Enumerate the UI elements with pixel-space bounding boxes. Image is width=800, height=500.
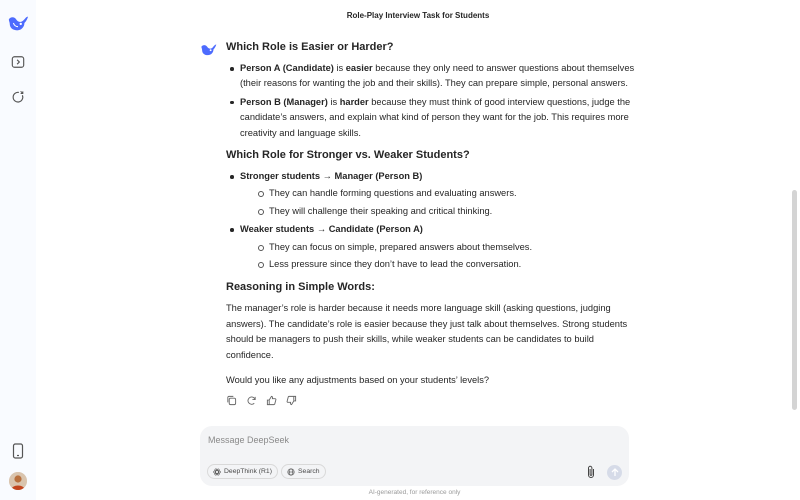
bold-text: Weaker students → Candidate (Person A) [240, 224, 423, 235]
mobile-app-icon[interactable] [8, 441, 28, 461]
message-input[interactable] [208, 433, 588, 447]
bullet-list [226, 61, 636, 141]
copy-icon[interactable] [226, 395, 237, 406]
list-item [226, 61, 636, 92]
open-sidebar-icon[interactable] [8, 52, 28, 72]
bold-text: Person A (Candidate) [240, 63, 334, 73]
sub-list [240, 240, 636, 273]
thumbs-up-icon[interactable] [266, 395, 277, 406]
regenerate-icon[interactable] [246, 395, 257, 406]
disclaimer: AI-generated, for reference only [368, 489, 461, 496]
bold-text: easier [345, 63, 373, 73]
assistant-logo-icon [200, 41, 217, 58]
deepthink-toggle[interactable] [207, 464, 278, 479]
list-item [226, 169, 636, 219]
attach-icon[interactable] [585, 465, 597, 479]
section-heading: Which Role is Easier or Harder? [226, 41, 394, 53]
search-label: Search [298, 468, 320, 475]
bold-text: Person B (Manager) [240, 96, 328, 107]
message-actions [226, 395, 297, 409]
text: is [333, 63, 346, 73]
text: because they only need to answer questions about themselves (their reasons for wanting the job and their skills). They can prepare simple, personal answers. [240, 63, 635, 89]
arrow-up-icon [611, 468, 619, 477]
paragraph: The manager’s role is harder because it needs more language skill (asking questions, judging answers). The candidate’s role is easier because they just talk about themselves. Strong students should be managers to push their skills, while weaker students can be candidates to build confidence. [226, 303, 628, 360]
section-heading: Which Role for Stronger vs. Weaker Students? [226, 149, 470, 162]
list-item: Less pressure since they don’t have to lead the conversation. [240, 257, 636, 272]
text: because they must think of good interview questions, judge the candidate’s answers, and explain what kind of person they want for the job. This requires more creativity and language skills. [240, 96, 631, 138]
sub-list [240, 186, 636, 219]
assistant-message [226, 39, 636, 389]
atom-icon [213, 468, 221, 476]
list-item: They can handle forming questions and evaluating answers. [240, 186, 636, 201]
send-button[interactable] [607, 465, 622, 480]
deepthink-label: DeepThink (R1) [224, 468, 272, 475]
list-item: They can focus on simple, prepared answers about themselves. [240, 240, 636, 255]
section-heading: Reasoning in Simple Words: [226, 281, 375, 294]
bullet-list [226, 169, 636, 272]
chat-title: Role-Play Interview Task for Students [346, 11, 490, 20]
list-item [226, 95, 636, 141]
thumbs-down-icon[interactable] [286, 395, 297, 406]
bold-text: harder [339, 96, 369, 107]
user-avatar[interactable] [9, 472, 27, 490]
bold-text: Stronger students → Manager (Person B) [240, 171, 423, 182]
sidebar [0, 0, 36, 500]
text: is [327, 96, 340, 107]
list-item: They will challenge their speaking and critical thinking. [240, 204, 636, 219]
list-item [226, 222, 636, 272]
paragraph: Would you like any adjustments based on your students’ levels? [226, 375, 490, 386]
deepseek-logo-icon[interactable] [7, 12, 29, 34]
globe-icon [287, 468, 295, 476]
new-chat-icon[interactable] [8, 87, 28, 107]
search-toggle[interactable] [281, 464, 326, 479]
scrollbar-thumb[interactable] [792, 190, 797, 410]
